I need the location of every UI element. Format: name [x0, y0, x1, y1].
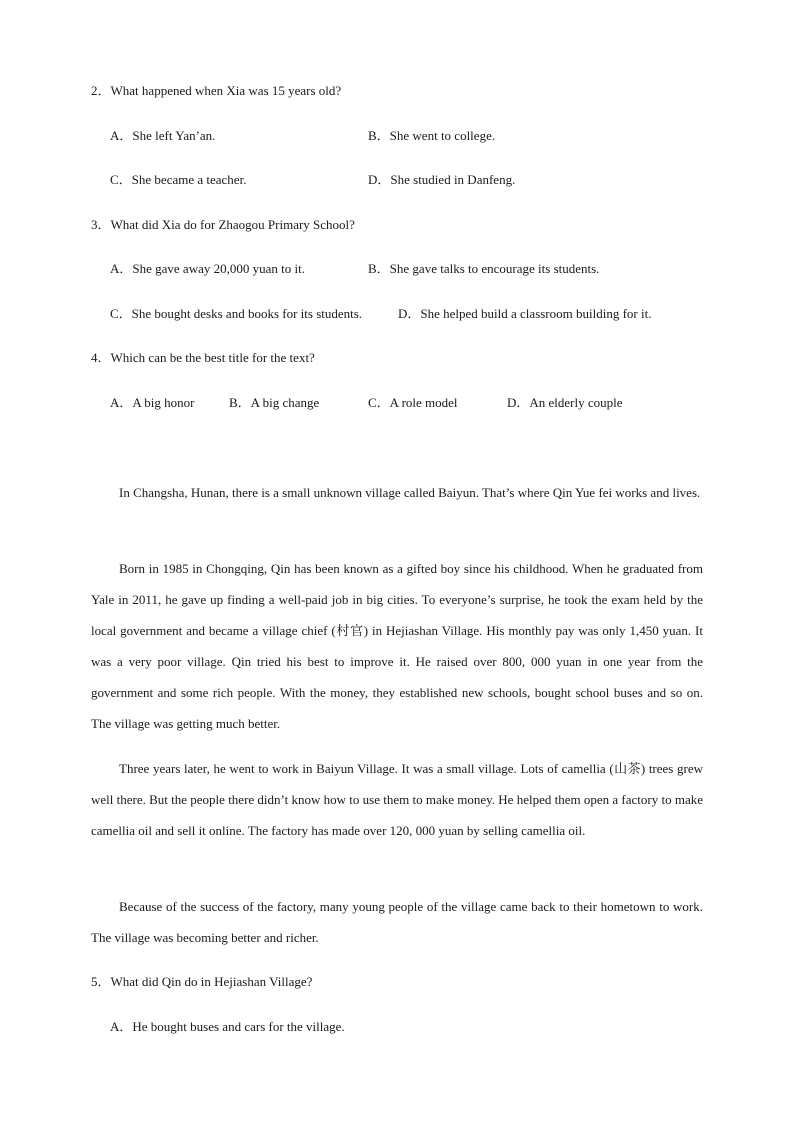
option-label: B．	[368, 128, 390, 143]
question-2	[91, 83, 341, 99]
question-number: 2．	[91, 83, 111, 98]
option-label: C．	[368, 395, 390, 410]
question-number: 3．	[91, 217, 111, 232]
option-4a	[110, 395, 195, 411]
option-label: A．	[110, 261, 133, 276]
option-label: A．	[110, 1019, 133, 1034]
option-2b	[368, 128, 495, 144]
option-text: She became a teacher.	[131, 172, 247, 187]
option-text: She helped build a classroom building for it.	[420, 306, 652, 321]
option-label: A．	[110, 395, 133, 410]
option-text: She studied in Danfeng.	[390, 172, 516, 187]
option-2c	[110, 172, 246, 188]
passage-paragraph-3: Three years later, he went to work in Baiyun Village. It was a small village. Lots of camellia (山茶) trees grew well there. But the people there didn’t know how to use them to make money. He helped them open a factory to make camellia oil and sell it online. The factory has made over 120, 000 yuan by selling camellia oil.	[91, 761, 703, 838]
option-text: She went to college.	[389, 128, 496, 143]
option-label: C．	[110, 306, 132, 321]
option-text: A big change	[250, 395, 320, 410]
option-label: A．	[110, 128, 133, 143]
question-3	[91, 217, 355, 233]
question-5	[91, 974, 312, 990]
option-label: D．	[398, 306, 421, 321]
question-text: Which can be the best title for the text?	[110, 350, 315, 365]
question-text: What happened when Xia was 15 years old?	[110, 83, 342, 98]
option-label: D．	[507, 395, 530, 410]
passage-paragraph-4: Because of the success of the factory, many young people of the village came back to their hometown to work. The village was becoming better and richer.	[91, 899, 703, 945]
option-3d	[398, 306, 651, 322]
option-label: D．	[368, 172, 391, 187]
question-text: What did Xia do for Zhaogou Primary School?	[110, 217, 355, 232]
option-label: B．	[229, 395, 251, 410]
option-4d	[507, 395, 623, 411]
option-4c	[368, 395, 458, 411]
question-number: 5．	[91, 974, 111, 989]
option-label: C．	[110, 172, 132, 187]
option-text: She bought desks and books for its students.	[131, 306, 363, 321]
option-2a	[110, 128, 215, 144]
question-4	[91, 350, 315, 366]
question-number: 4．	[91, 350, 111, 365]
option-label: B．	[368, 261, 390, 276]
option-3b	[368, 261, 599, 277]
option-5a	[110, 1019, 345, 1035]
option-text: He bought buses and cars for the village.	[132, 1019, 345, 1034]
passage-paragraph-1: In Changsha, Hunan, there is a small unknown village called Baiyun. That’s where Qin Yue fei works and lives.	[119, 485, 701, 500]
option-text: She left Yan’an.	[132, 128, 216, 143]
option-text: She gave away 20,000 yuan to it.	[132, 261, 305, 276]
option-text: An elderly couple	[529, 395, 623, 410]
option-text: She gave talks to encourage its students.	[389, 261, 600, 276]
question-text: What did Qin do in Hejiashan Village?	[110, 974, 313, 989]
option-3c	[110, 306, 362, 322]
option-text: A big honor	[132, 395, 195, 410]
option-4b	[229, 395, 319, 411]
option-text: A role model	[389, 395, 458, 410]
passage-paragraph-2: Born in 1985 in Chongqing, Qin has been known as a gifted boy since his childhood. When he graduated from Yale in 2011, he gave up finding a well-paid job in big cities. To everyone’s surprise, he took the exam held by the local government and became a village chief (村官) in Hejiashan Village. His monthly pay was only 1,450 yuan. It was a very poor village. Qin tried his best to improve it. He raised over 800, 000 yuan in one year from the government and some rich people. With the money, they established new schools, bought school buses and so on. The village was getting much better.	[91, 561, 703, 731]
option-2d	[368, 172, 515, 188]
option-3a	[110, 261, 305, 277]
